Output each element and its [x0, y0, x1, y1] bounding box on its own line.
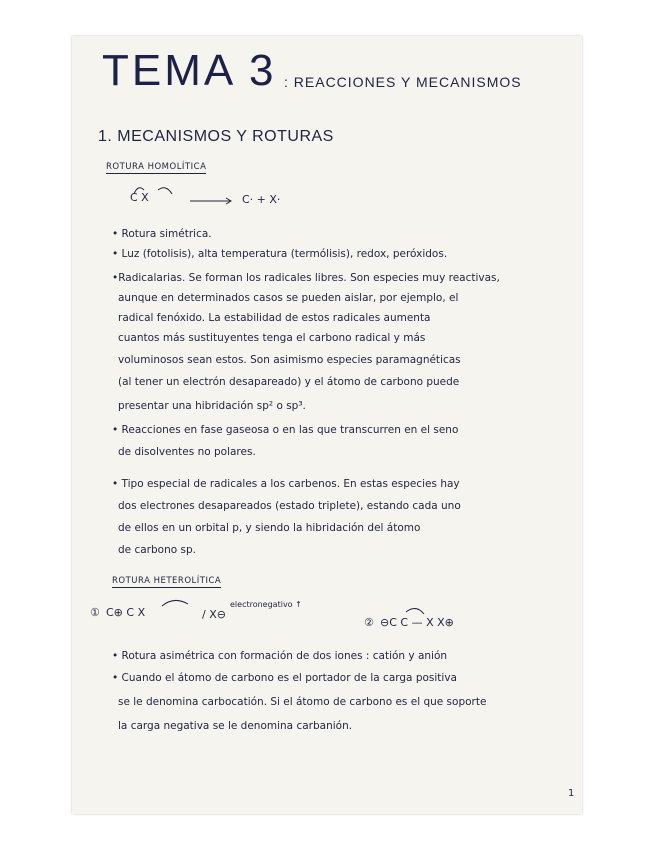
homolitica-line-14: de ellos en un orbital p, y siendo la hibridación del átomo — [118, 522, 421, 534]
heterolitica-line-2: • Cuando el átomo de carbono es el portador de la carga positiva — [112, 672, 457, 684]
homolitica-line-12: • Tipo especial de radicales a los carbenos. En estas especies hay — [112, 478, 460, 490]
page-title-subtitle: : REACCIONES Y MECANISMOS — [284, 74, 522, 90]
homolitica-line-15: de carbono sp. — [118, 544, 196, 556]
homolitica-line-13: dos electrones desapareados (estado triplete), estando cada uno — [118, 500, 461, 512]
homolitica-line-7: voluminosos sean estos. Son asimismo especies paramagnéticas — [118, 354, 461, 366]
heterolitica-scheme2-label: ② — [364, 616, 374, 629]
homolitica-line-6: cuantos más sustituyentes tenga el carbono radical y más — [118, 332, 426, 344]
homolitica-line-11: de disolventes no polares. — [118, 446, 256, 458]
homolitica-heading: ROTURA HOMOLÍTICA — [106, 162, 207, 172]
notebook-page — [72, 36, 582, 814]
homolitica-scheme-right: C· + X· — [242, 193, 281, 206]
page-title: TEMA 3 — [102, 46, 277, 95]
homolitica-line-8: (al tener un electrón desapareado) y el átomo de carbono puede — [118, 376, 460, 388]
heterolitica-scheme1-label: ① — [90, 606, 100, 619]
electronegativo-note: electronegativo ↑ — [230, 600, 302, 609]
homolitica-line-5: radical fenóxido. La estabilidad de estos radicales aumenta — [118, 312, 431, 324]
homolitica-line-9: presentar una hibridación sp² o sp³. — [118, 400, 306, 412]
heterolitica-line-1: • Rotura asimétrica con formación de dos iones : catión y anión — [112, 650, 448, 662]
homolitica-scheme-left: C X — [130, 191, 149, 204]
heterolitica-scheme1-right: / X⊖ — [202, 608, 226, 621]
homolitica-line-1: • Rotura simétrica. — [112, 228, 212, 240]
section-heading: 1. MECANISMOS Y ROTURAS — [98, 128, 334, 145]
reaction-arrow-icon — [190, 196, 236, 206]
curved-arrow-icon — [156, 596, 196, 608]
heterolitica-scheme2: ⊖C C — X X⊕ — [380, 616, 454, 629]
page-number: 1 — [568, 788, 575, 799]
homolitica-line-4: aunque en determinados casos se pueden aislar, por ejemplo, el — [118, 292, 459, 304]
homolitica-line-10: • Reacciones en fase gaseosa o en las que transcurren en el seno — [112, 424, 459, 436]
heterolitica-scheme1-left: C⊕ C X — [106, 606, 146, 619]
heterolitica-heading: ROTURA HETEROLÍTICA — [112, 576, 222, 586]
heterolitica-line-3: se le denomina carbocatión. Si el átomo de carbono es el que soporte — [118, 696, 487, 708]
homolitica-line-2: • Luz (fotolisis), alta temperatura (termólisis), redox, peróxidos. — [112, 248, 448, 260]
curved-arrows-icon — [130, 182, 190, 196]
heterolitica-line-4: la carga negativa se le denomina carbanión. — [118, 720, 353, 732]
curved-arrow-icon-2 — [402, 604, 432, 616]
homolitica-line-3: •Radicalarias. Se forman los radicales libres. Son especies muy reactivas, — [112, 272, 500, 284]
